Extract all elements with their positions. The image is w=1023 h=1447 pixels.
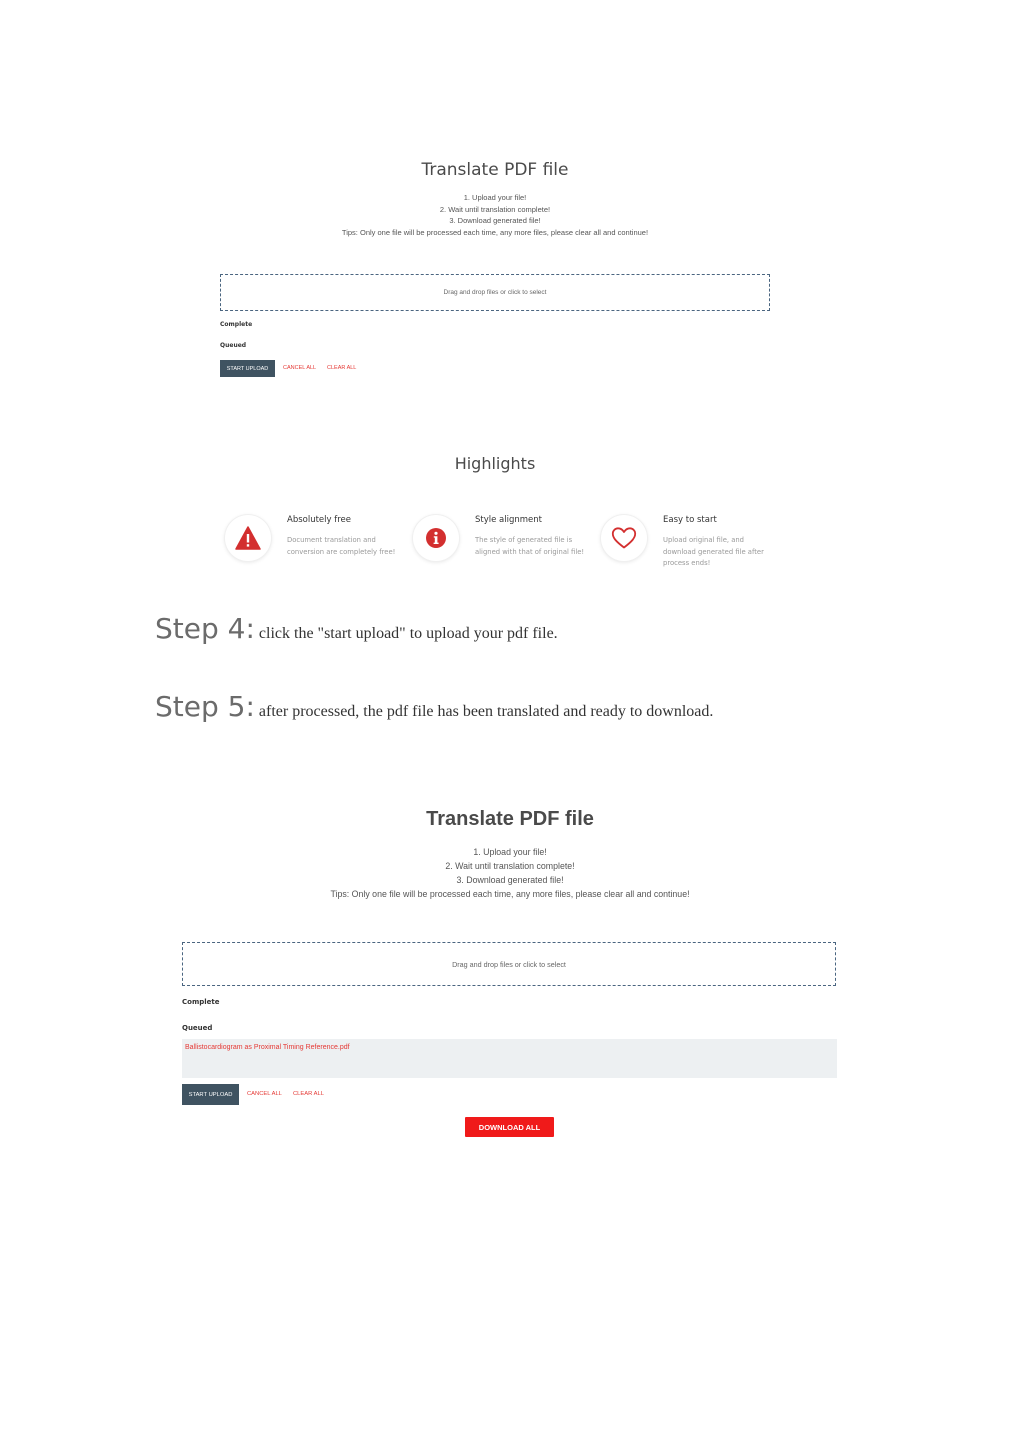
highlight-desc-free: Document translation and conversion are completely free! [287, 536, 396, 556]
clear-all-button[interactable]: CLEAR ALL [327, 365, 357, 371]
instruction-step-2: 2. Wait until translation complete! [445, 861, 575, 871]
step-5 [155, 690, 713, 723]
highlights-title: Highlights [454, 454, 536, 473]
instruction-step-1: 1. Upload your file! [473, 847, 547, 857]
info-icon [413, 515, 459, 561]
start-upload-button-2[interactable]: START UPLOAD [182, 1084, 239, 1105]
step-4-text: click the "start upload" to upload your pdf file. [258, 625, 558, 642]
queued-label-2: Queued [182, 1024, 213, 1032]
instruction-step-1: 1. Upload your file! [463, 193, 527, 202]
complete-label-2: Complete [182, 998, 220, 1006]
dropzone-label: Drag and drop files or click to select [443, 289, 547, 296]
instructions-2 [0, 845, 1020, 901]
highlight-title-easy: Easy to start [663, 515, 717, 525]
instructions [0, 192, 990, 238]
instruction-step-3: 3. Download generated file! [456, 875, 564, 885]
step-5-text: after processed, the pdf file has been translated and ready to download. [258, 703, 714, 720]
queued-file-name: Ballistocardiogram as Proximal Timing Reference.pdf [185, 1044, 350, 1051]
start-upload-button[interactable]: START UPLOAD [220, 360, 275, 377]
queued-file-row[interactable] [182, 1039, 837, 1078]
page-title: Translate PDF file [421, 160, 569, 180]
warning-icon [225, 515, 271, 561]
queued-label: Queued [220, 342, 247, 349]
complete-label: Complete [220, 321, 253, 328]
step-5-label: Step 5: [155, 690, 255, 723]
step-4 [155, 612, 558, 645]
dropzone-label: Drag and drop files or click to select [452, 959, 566, 969]
highlight-desc-easy: Upload original file, and download generated file after process ends! [663, 536, 764, 567]
cancel-all-button-2[interactable]: CANCEL ALL [247, 1091, 282, 1097]
highlight-title-free: Absolutely free [287, 515, 352, 525]
cancel-all-button[interactable]: CANCEL ALL [283, 365, 317, 371]
instruction-tips: Tips: Only one file will be processed each time, any more files, please clear all and continue! [330, 889, 690, 899]
file-dropzone[interactable] [220, 274, 770, 311]
download-all-button[interactable]: DOWNLOAD ALL [465, 1117, 554, 1137]
highlight-title-style: Style alignment [475, 515, 542, 525]
file-dropzone-2[interactable] [182, 942, 836, 986]
highlight-desc-style: The style of generated file is aligned with that of original file! [475, 536, 585, 556]
clear-all-button-2[interactable]: CLEAR ALL [293, 1091, 324, 1097]
instruction-tips: Tips: Only one file will be processed each time, any more files, please clear all and continue! [341, 227, 649, 237]
heart-icon [601, 515, 647, 561]
instruction-step-2: 2. Wait until translation complete! [439, 204, 551, 214]
instruction-step-3: 3. Download generated file! [449, 216, 541, 225]
page-title-2: Translate PDF file [426, 808, 594, 830]
step-4-label: Step 4: [155, 612, 255, 645]
